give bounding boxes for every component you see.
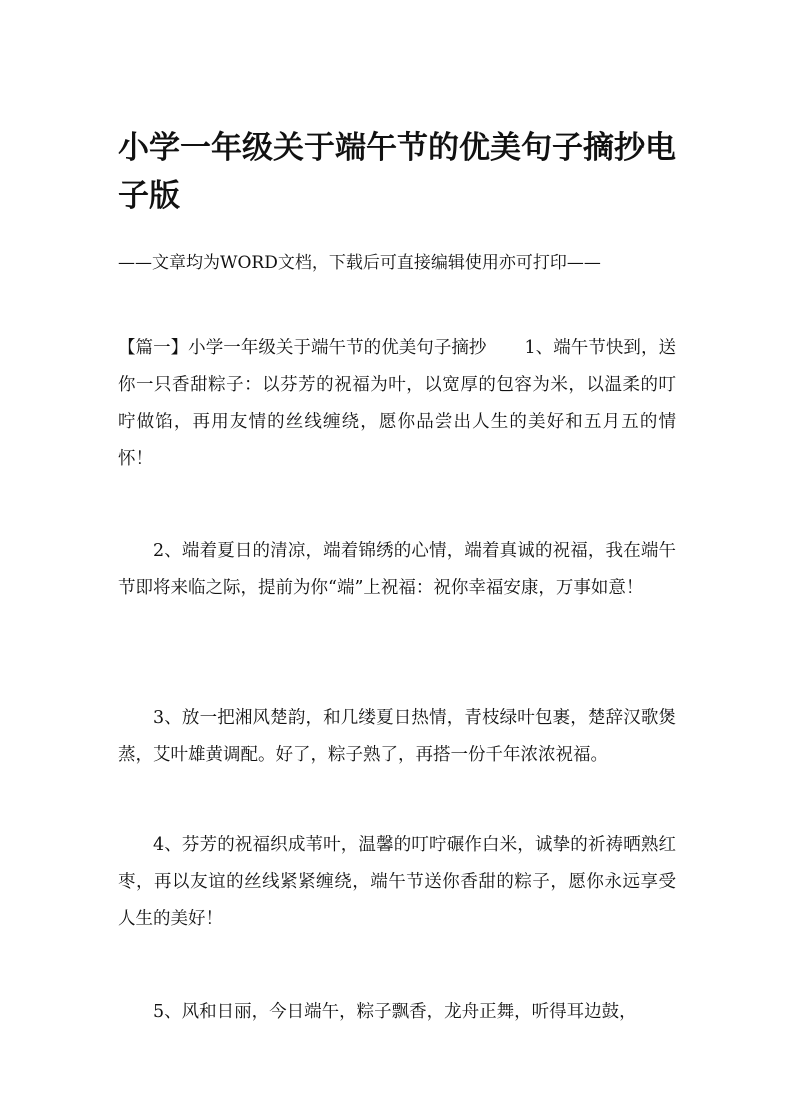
paragraph-1: [118, 330, 676, 478]
paragraph-2: 2、端着夏日的清凉，端着锦绣的心情，端着真诚的祝福，我在端午节即将来临之际，提前为你“端”上祝福：祝你幸福安康，万事如意！: [118, 541, 676, 598]
paragraph-4: 4、芬芳的祝福织成苇叶，温馨的叮咛碾作白米，诚挚的祈祷晒熟红枣，再以友谊的丝线紧紧缠绕，端午节送你香甜的粽子，愿你永远享受人生的美好！: [118, 835, 676, 929]
section-label: 【篇一】小学一年级关于端午节的优美句子摘抄: [118, 338, 487, 358]
paragraph-3: 3、放一把湘风楚韵，和几缕夏日热情，青枝绿叶包裹，楚辞汉歌煲蒸，艾叶雄黄调配。好了，粽子熟了，再搭一份千年浓浓祝福。: [118, 708, 676, 765]
document-subtitle: ——文章均为WORD文档，下载后可直接编辑使用亦可打印——: [118, 253, 601, 273]
paragraph-1-text: 1、端午节快到，送你一只香甜粽子：以芬芳的祝福为叶，以宽厚的包容为米，以温柔的叮咛做馅，再用友情的丝线缠绕，愿你品尝出人生的美好和五月五的情怀！: [118, 338, 676, 469]
paragraph-5: 5、风和日丽，今日端午，粽子飘香，龙舟正舞，听得耳边鼓，: [153, 1002, 637, 1022]
document-title: 小学一年级关于端午节的优美句子摘抄电子版: [118, 130, 676, 214]
